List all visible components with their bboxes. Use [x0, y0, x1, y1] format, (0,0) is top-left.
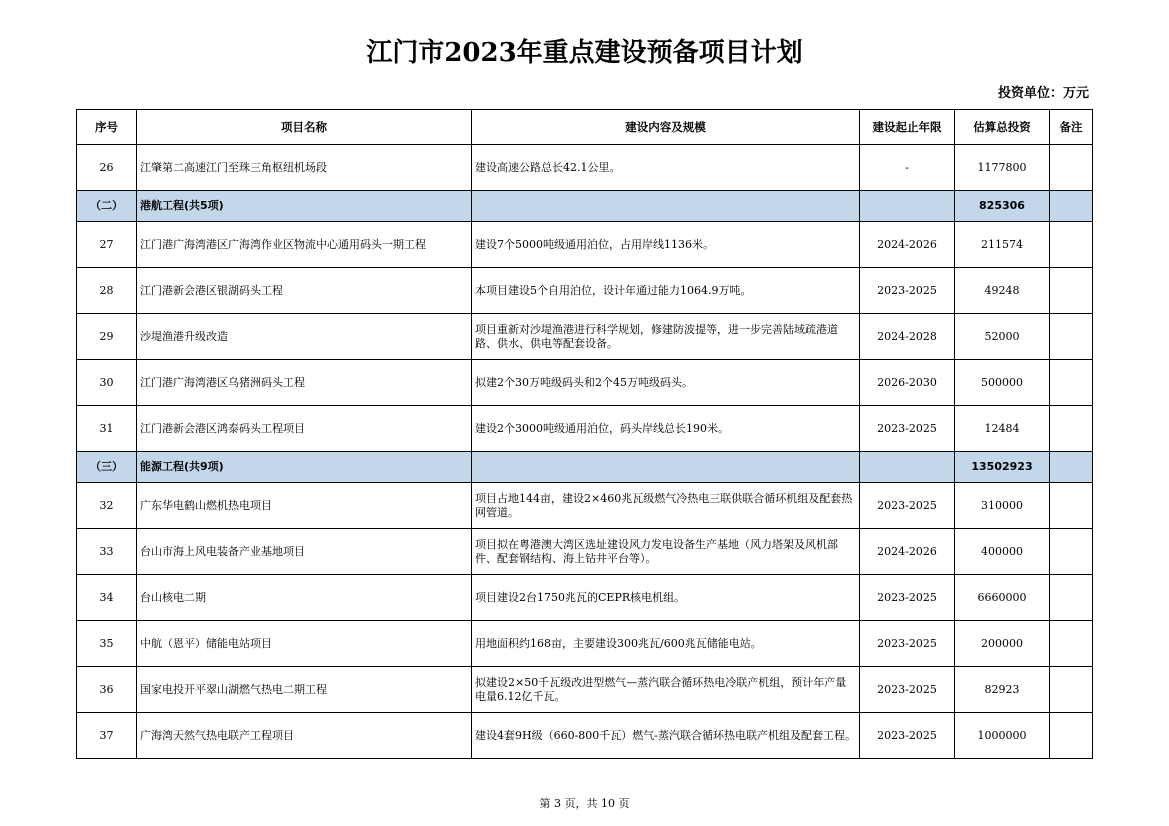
section-row: [77, 191, 1093, 222]
cell-number: 35: [77, 621, 137, 667]
col-header-years: 建设起止年限: [860, 110, 955, 145]
cell-years: 2026-2030: [860, 360, 955, 406]
table-row: [77, 621, 1093, 667]
cell-number: 37: [77, 713, 137, 759]
cell-investment: 82923: [955, 667, 1050, 713]
cell-number: 27: [77, 222, 137, 268]
cell-investment: 200000: [955, 621, 1050, 667]
cell-years: 2024-2026: [860, 222, 955, 268]
cell-years: [860, 452, 955, 483]
cell-note: [1050, 406, 1093, 452]
cell-investment: 1000000: [955, 713, 1050, 759]
page-footer: 第 3 页，共 10 页: [539, 797, 630, 810]
cell-note: [1050, 667, 1093, 713]
cell-name: 港航工程(共5项): [137, 191, 472, 222]
table-row: [77, 406, 1093, 452]
cell-number: 32: [77, 483, 137, 529]
cell-content: 本项目建设5个自用泊位，设计年通过能力1064.9万吨。: [472, 268, 860, 314]
section-row: [77, 452, 1093, 483]
cell-note: [1050, 452, 1093, 483]
cell-years: 2024-2026: [860, 529, 955, 575]
col-header-investment: 估算总投资: [955, 110, 1050, 145]
cell-number: 26: [77, 145, 137, 191]
cell-number: （二）: [77, 191, 137, 222]
cell-name: 广海湾天然气热电联产工程项目: [137, 713, 472, 759]
cell-number: 28: [77, 268, 137, 314]
cell-content: 拟建设2×50千瓦级改进型燃气—蒸汽联合循环热电冷联产机组，预计年产量电量6.12亿千瓦。: [472, 667, 860, 713]
cell-note: [1050, 713, 1093, 759]
table-row: [77, 575, 1093, 621]
table-header-row: [77, 110, 1093, 145]
cell-name: 江门港新会港区鸿泰码头工程项目: [137, 406, 472, 452]
project-table: [76, 109, 1093, 759]
cell-name: 能源工程(共9项): [137, 452, 472, 483]
cell-number: 33: [77, 529, 137, 575]
table-row: [77, 314, 1093, 360]
cell-note: [1050, 145, 1093, 191]
cell-name: 广东华电鹤山燃机热电项目: [137, 483, 472, 529]
cell-name: 台山核电二期: [137, 575, 472, 621]
cell-investment: 1177800: [955, 145, 1050, 191]
col-header-name: 项目名称: [137, 110, 472, 145]
page-title: 江门市2023年重点建设预备项目计划: [366, 38, 803, 68]
cell-years: 2023-2025: [860, 268, 955, 314]
table-row: [77, 713, 1093, 759]
cell-investment: 6660000: [955, 575, 1050, 621]
cell-note: [1050, 621, 1093, 667]
cell-investment: 825306: [955, 191, 1050, 222]
cell-content: 拟建2个30万吨级码头和2个45万吨级码头。: [472, 360, 860, 406]
cell-content: [472, 452, 860, 483]
cell-note: [1050, 268, 1093, 314]
cell-years: 2023-2025: [860, 667, 955, 713]
cell-years: 2024-2028: [860, 314, 955, 360]
cell-investment: 12484: [955, 406, 1050, 452]
cell-number: 31: [77, 406, 137, 452]
cell-investment: 13502923: [955, 452, 1050, 483]
table-row: [77, 222, 1093, 268]
cell-years: [860, 191, 955, 222]
cell-content: 建设高速公路总长42.1公里。: [472, 145, 860, 191]
cell-name: 中航（恩平）储能电站项目: [137, 621, 472, 667]
cell-number: 29: [77, 314, 137, 360]
cell-years: 2023-2025: [860, 575, 955, 621]
cell-investment: 500000: [955, 360, 1050, 406]
table-row: [77, 145, 1093, 191]
cell-content: 项目建设2台1750兆瓦的CEPR核电机组。: [472, 575, 860, 621]
table-row: [77, 667, 1093, 713]
col-header-note: 备注: [1050, 110, 1093, 145]
col-header-content: 建设内容及规模: [472, 110, 860, 145]
cell-content: 用地面积约168亩，主要建设300兆瓦/600兆瓦储能电站。: [472, 621, 860, 667]
table-row: [77, 268, 1093, 314]
cell-years: 2023-2025: [860, 621, 955, 667]
cell-note: [1050, 529, 1093, 575]
cell-number: 30: [77, 360, 137, 406]
cell-name: 江肇第二高速江门至珠三角枢纽机场段: [137, 145, 472, 191]
cell-number: 36: [77, 667, 137, 713]
cell-investment: 310000: [955, 483, 1050, 529]
cell-content: 项目占地144亩，建设2×460兆瓦级燃气冷热电三联供联合循环机组及配套热网管道。: [472, 483, 860, 529]
cell-content: 建设2个3000吨级通用泊位，码头岸线总长190米。: [472, 406, 860, 452]
cell-investment: 211574: [955, 222, 1050, 268]
cell-investment: 52000: [955, 314, 1050, 360]
cell-content: [472, 191, 860, 222]
cell-investment: 400000: [955, 529, 1050, 575]
cell-note: [1050, 222, 1093, 268]
cell-note: [1050, 314, 1093, 360]
cell-content: 建设4套9H级（660-800千瓦）燃气-蒸汽联合循环热电联产机组及配套工程。: [472, 713, 860, 759]
cell-years: 2023-2025: [860, 713, 955, 759]
table-row: [77, 360, 1093, 406]
cell-content: 建设7个5000吨级通用泊位，占用岸线1136米。: [472, 222, 860, 268]
cell-name: 国家电投开平翠山湖燃气热电二期工程: [137, 667, 472, 713]
cell-number: 34: [77, 575, 137, 621]
investment-unit-label: 投资单位：万元: [997, 86, 1089, 101]
cell-investment: 49248: [955, 268, 1050, 314]
cell-years: 2023-2025: [860, 406, 955, 452]
table-row: [77, 483, 1093, 529]
cell-name: 江门港广海湾港区广海湾作业区物流中心通用码头一期工程: [137, 222, 472, 268]
cell-content: 项目重新对沙堤渔港进行科学规划，修建防波提等，进一步完善陆域疏港道路、供水、供电等配套设备。: [472, 314, 860, 360]
cell-years: -: [860, 145, 955, 191]
cell-years: 2023-2025: [860, 483, 955, 529]
cell-name: 台山市海上风电装备产业基地项目: [137, 529, 472, 575]
cell-content: 项目拟在粤港澳大湾区选址建设风力发电设备生产基地（风力塔架及风机部件、配套钢结构、海上钻井平台等）。: [472, 529, 860, 575]
cell-name: 江门港新会港区银湖码头工程: [137, 268, 472, 314]
cell-note: [1050, 483, 1093, 529]
table-row: [77, 529, 1093, 575]
col-header-number: 序号: [77, 110, 137, 145]
cell-note: [1050, 575, 1093, 621]
cell-note: [1050, 191, 1093, 222]
cell-name: 江门港广海湾港区乌猪洲码头工程: [137, 360, 472, 406]
cell-note: [1050, 360, 1093, 406]
cell-number: （三）: [77, 452, 137, 483]
cell-name: 沙堤渔港升级改造: [137, 314, 472, 360]
table-body: [77, 145, 1093, 759]
